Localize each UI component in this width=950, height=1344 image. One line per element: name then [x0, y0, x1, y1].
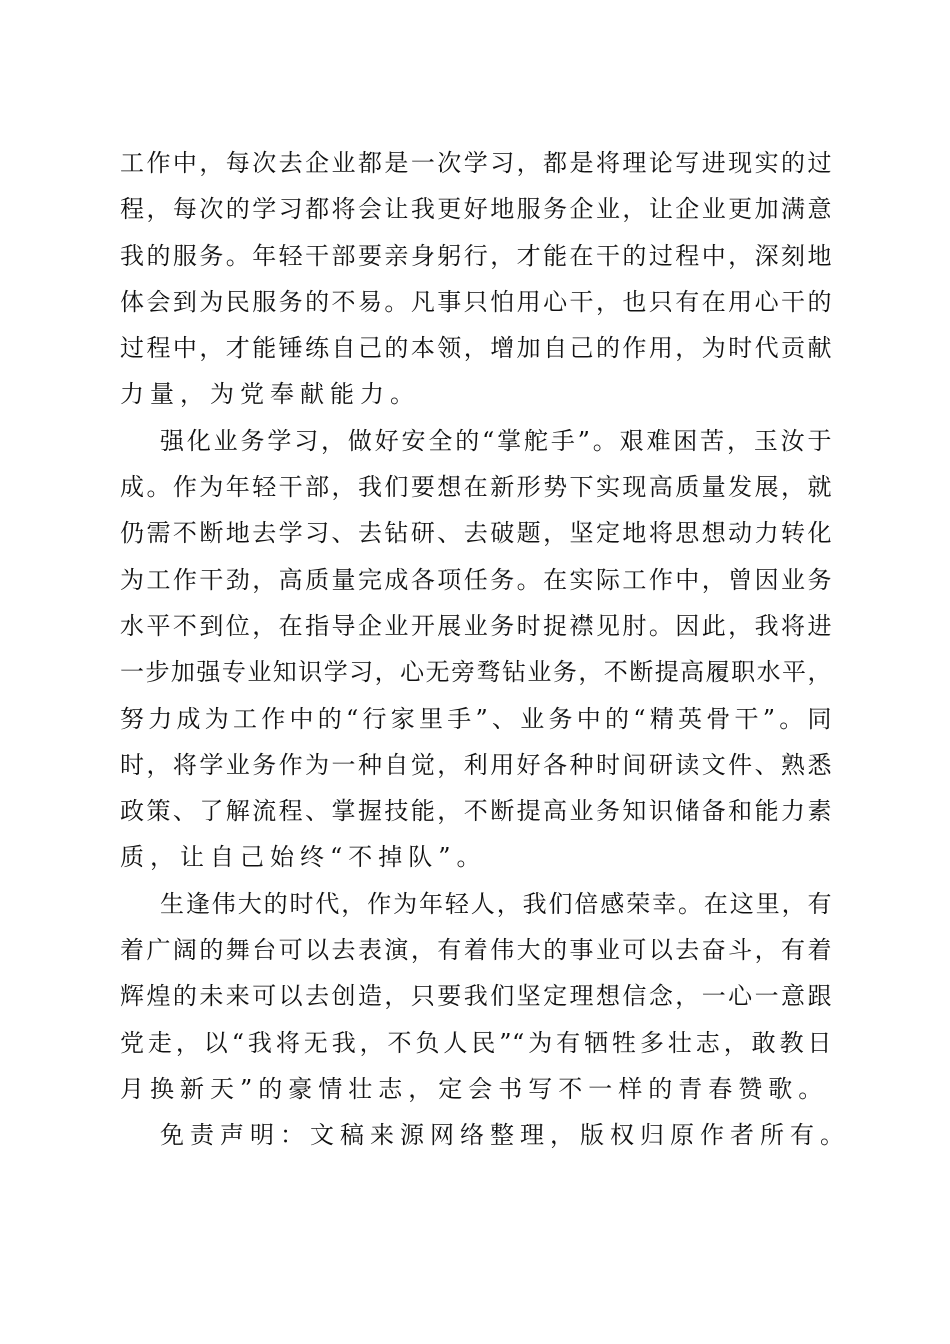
text-line: 过程中，才能锤练自己的本领，增加自己的作用，为时代贡献	[120, 334, 832, 363]
text-line: 成。作为年轻干部，我们要想在新形势下实现高质量发展，就	[120, 473, 832, 502]
text-line: 质，让自己始终“不掉队”。	[120, 843, 487, 872]
text-line: 努力成为工作中的“行家里手”、业务中的“精英骨干”。同	[120, 704, 832, 733]
paragraph-first-line: 强化业务学习，做好安全的“掌舵手”。艰难困苦，玉汝于	[160, 426, 832, 455]
paragraph-first-line: 生逢伟大的时代，作为年轻人，我们倍感荣幸。在这里，有	[160, 889, 832, 918]
text-line: 党走，以“我将无我，不负人民”“为有牺牲多壮志，敢教日	[120, 1028, 832, 1057]
text-line: 我的服务。年轻干部要亲身躬行，才能在干的过程中，深刻地	[120, 241, 832, 270]
text-line: 仍需不断地去学习、去钻研、去破题，坚定地将思想动力转化	[120, 519, 832, 548]
text-line: 力量，为党奉献能力。	[120, 380, 420, 409]
text-line: 体会到为民服务的不易。凡事只怕用心干，也只有在用心干的	[120, 287, 832, 316]
text-line: 一步加强专业知识学习，心无旁骛钻业务，不断提高履职水平，	[120, 658, 832, 687]
text-line: 程，每次的学习都将会让我更好地服务企业，让企业更加满意	[120, 195, 832, 224]
text-line: 水平不到位，在指导企业开展业务时捉襟见肘。因此，我将进	[120, 611, 832, 640]
text-line: 时，将学业务作为一种自觉，利用好各种时间研读文件、熟悉	[120, 750, 832, 779]
text-line: 辉煌的未来可以去创造，只要我们坚定理想信念，一心一意跟	[120, 982, 832, 1011]
text-line: 为工作干劲，高质量完成各项任务。在实际工作中，曾因业务	[120, 565, 832, 594]
disclaimer-text: 免责声明：文稿来源网络整理，版权归原作者所有。	[160, 1121, 850, 1150]
text-line: 月换新天”的豪情壮志，定会书写不一样的青春赞歌。	[120, 1074, 829, 1103]
document-body	[120, 140, 850, 1159]
text-line: 着广阔的舞台可以去表演，有着伟大的事业可以去奋斗，有着	[120, 936, 832, 965]
text-line: 工作中，每次去企业都是一次学习，都是将理论写进现实的过	[120, 149, 832, 177]
text-line: 政策、了解流程、掌握技能，不断提高业务知识储备和能力素	[120, 797, 832, 826]
